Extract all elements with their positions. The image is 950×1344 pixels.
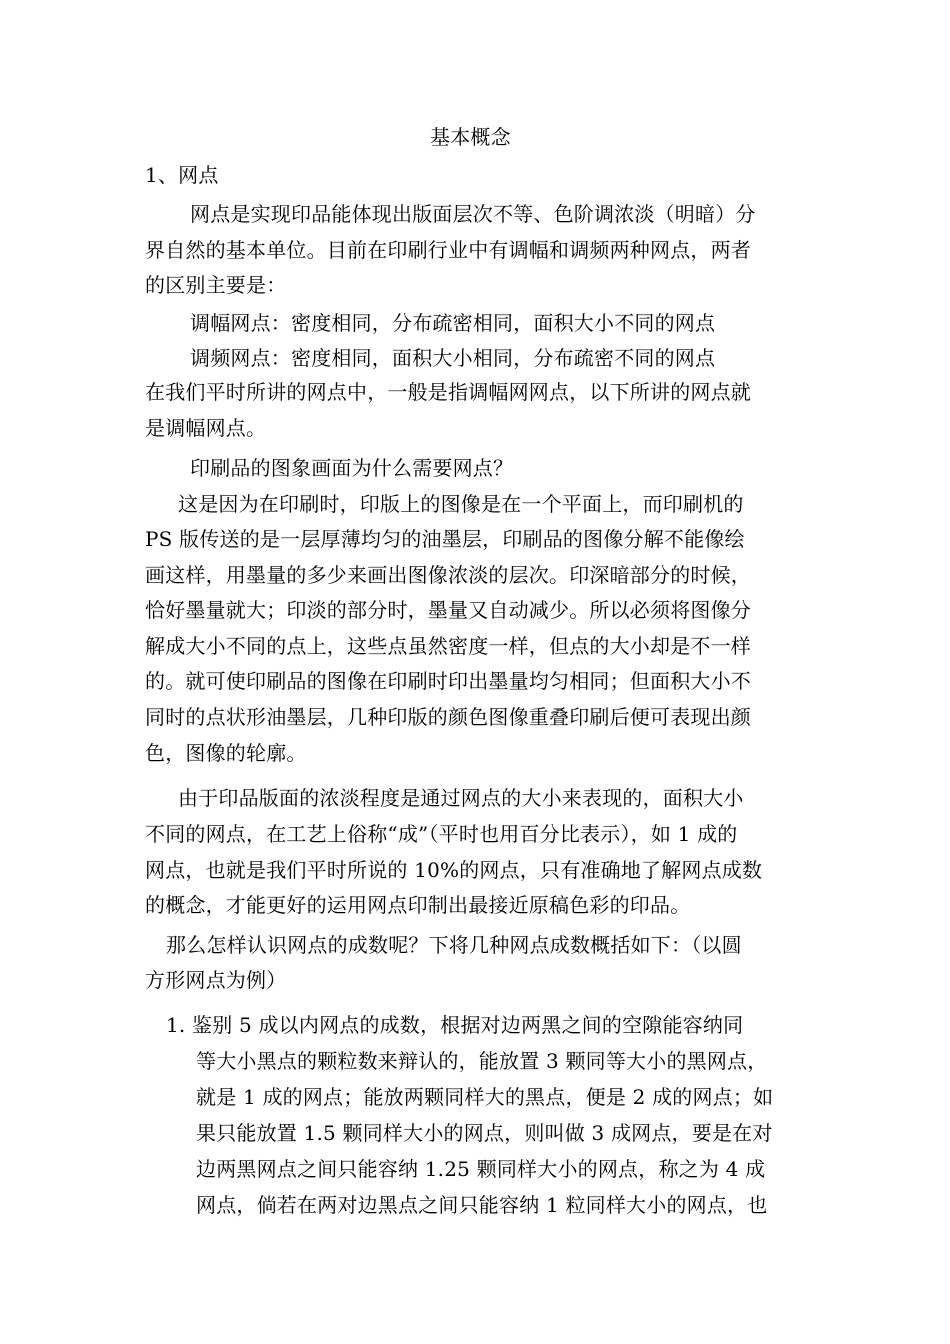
list-item-line: 1. 鉴别 5 成以内网点的成数，根据对边两黑之间的空隙能容纳同 — [166, 1013, 744, 1037]
paragraph-line: 的。就可使印刷品的图像在印刷时印出墨量均匀相同；但面积大小不 — [145, 669, 751, 693]
paragraph-line: 色，图像的轮廓。 — [145, 741, 307, 765]
section-heading: 1、网点 — [145, 163, 219, 187]
paragraph-line: 印刷品的图象画面为什么需要网点？ — [190, 456, 514, 480]
paragraph-line: 调幅网点：密度相同，分布疏密相同，面积大小不同的网点 — [190, 311, 716, 335]
paragraph-line: 的概念，才能更好的运用网点印制出最接近原稿色彩的印品。 — [145, 893, 691, 917]
list-item-line: 边两黑网点之间只能容纳 1.25 颗同样大小的网点，称之为 4 成 — [196, 1157, 766, 1181]
paragraph-line: 网点，也就是我们平时所说的 10%的网点，只有准确地了解网点成数 — [145, 858, 763, 882]
paragraph-line: 这是因为在印刷时，印版上的图像是在一个平面上，而印刷机的 — [178, 492, 744, 516]
paragraph-line: 解成大小不同的点上，这些点虽然密度一样，但点的大小却是不一样 — [145, 634, 751, 658]
list-item-line: 果只能放置 1.5 颗同样大小的网点，则叫做 3 成网点，要是在对 — [196, 1121, 773, 1145]
paragraph-line: 调频网点：密度相同，面积大小相同，分布疏密不同的网点 — [190, 346, 716, 370]
paragraph-line: 那么怎样认识网点的成数呢？下将几种网点成数概括如下：（以圆 — [166, 933, 742, 957]
paragraph-line: 网点是实现印品能体现出版面层次不等、色阶调浓淡（明暗）分 — [190, 202, 756, 226]
paragraph-line: 恰好墨量就大；印淡的部分时，墨量又自动减少。所以必须将图像分 — [145, 598, 751, 622]
paragraph-line: 界自然的基本单位。目前在印刷行业中有调幅和调频两种网点，两者 — [145, 238, 751, 262]
paragraph-line: 不同的网点，在工艺上俗称“成”（平时也用百分比表示），如 1 成的 — [145, 822, 738, 846]
list-item-line: 等大小黑点的颗粒数来辩认的，能放置 3 颗同等大小的黑网点， — [196, 1049, 768, 1073]
paragraph-line: 在我们平时所讲的网点中，一般是指调幅网网点，以下所讲的网点就 — [145, 380, 751, 404]
paragraph-line: 方形网点为例） — [145, 968, 287, 992]
page-title: 基本概念 — [430, 125, 511, 149]
paragraph-line: 同时的点状形油墨层，几种印版的颜色图像重叠印刷后便可表现出颜 — [145, 705, 751, 729]
list-item-line: 网点，倘若在两对边黑点之间只能容纳 1 粒同样大小的网点，也 — [196, 1193, 768, 1217]
paragraph-line: 由于印品版面的浓淡程度是通过网点的大小来表现的，面积大小 — [178, 786, 744, 810]
paragraph-line: 画这样，用墨量的多少来画出图像浓淡的层次。印深暗部分的时候， — [145, 563, 751, 587]
paragraph-line: 的区别主要是： — [145, 273, 287, 297]
paragraph-line: PS 版传送的是一层厚薄均匀的油墨层，印刷品的图像分解不能像绘 — [145, 527, 745, 551]
list-item-line: 就是 1 成的网点；能放两颗同样大的黑点，便是 2 成的网点；如 — [196, 1085, 774, 1109]
paragraph-line: 是调幅网点。 — [145, 416, 267, 440]
